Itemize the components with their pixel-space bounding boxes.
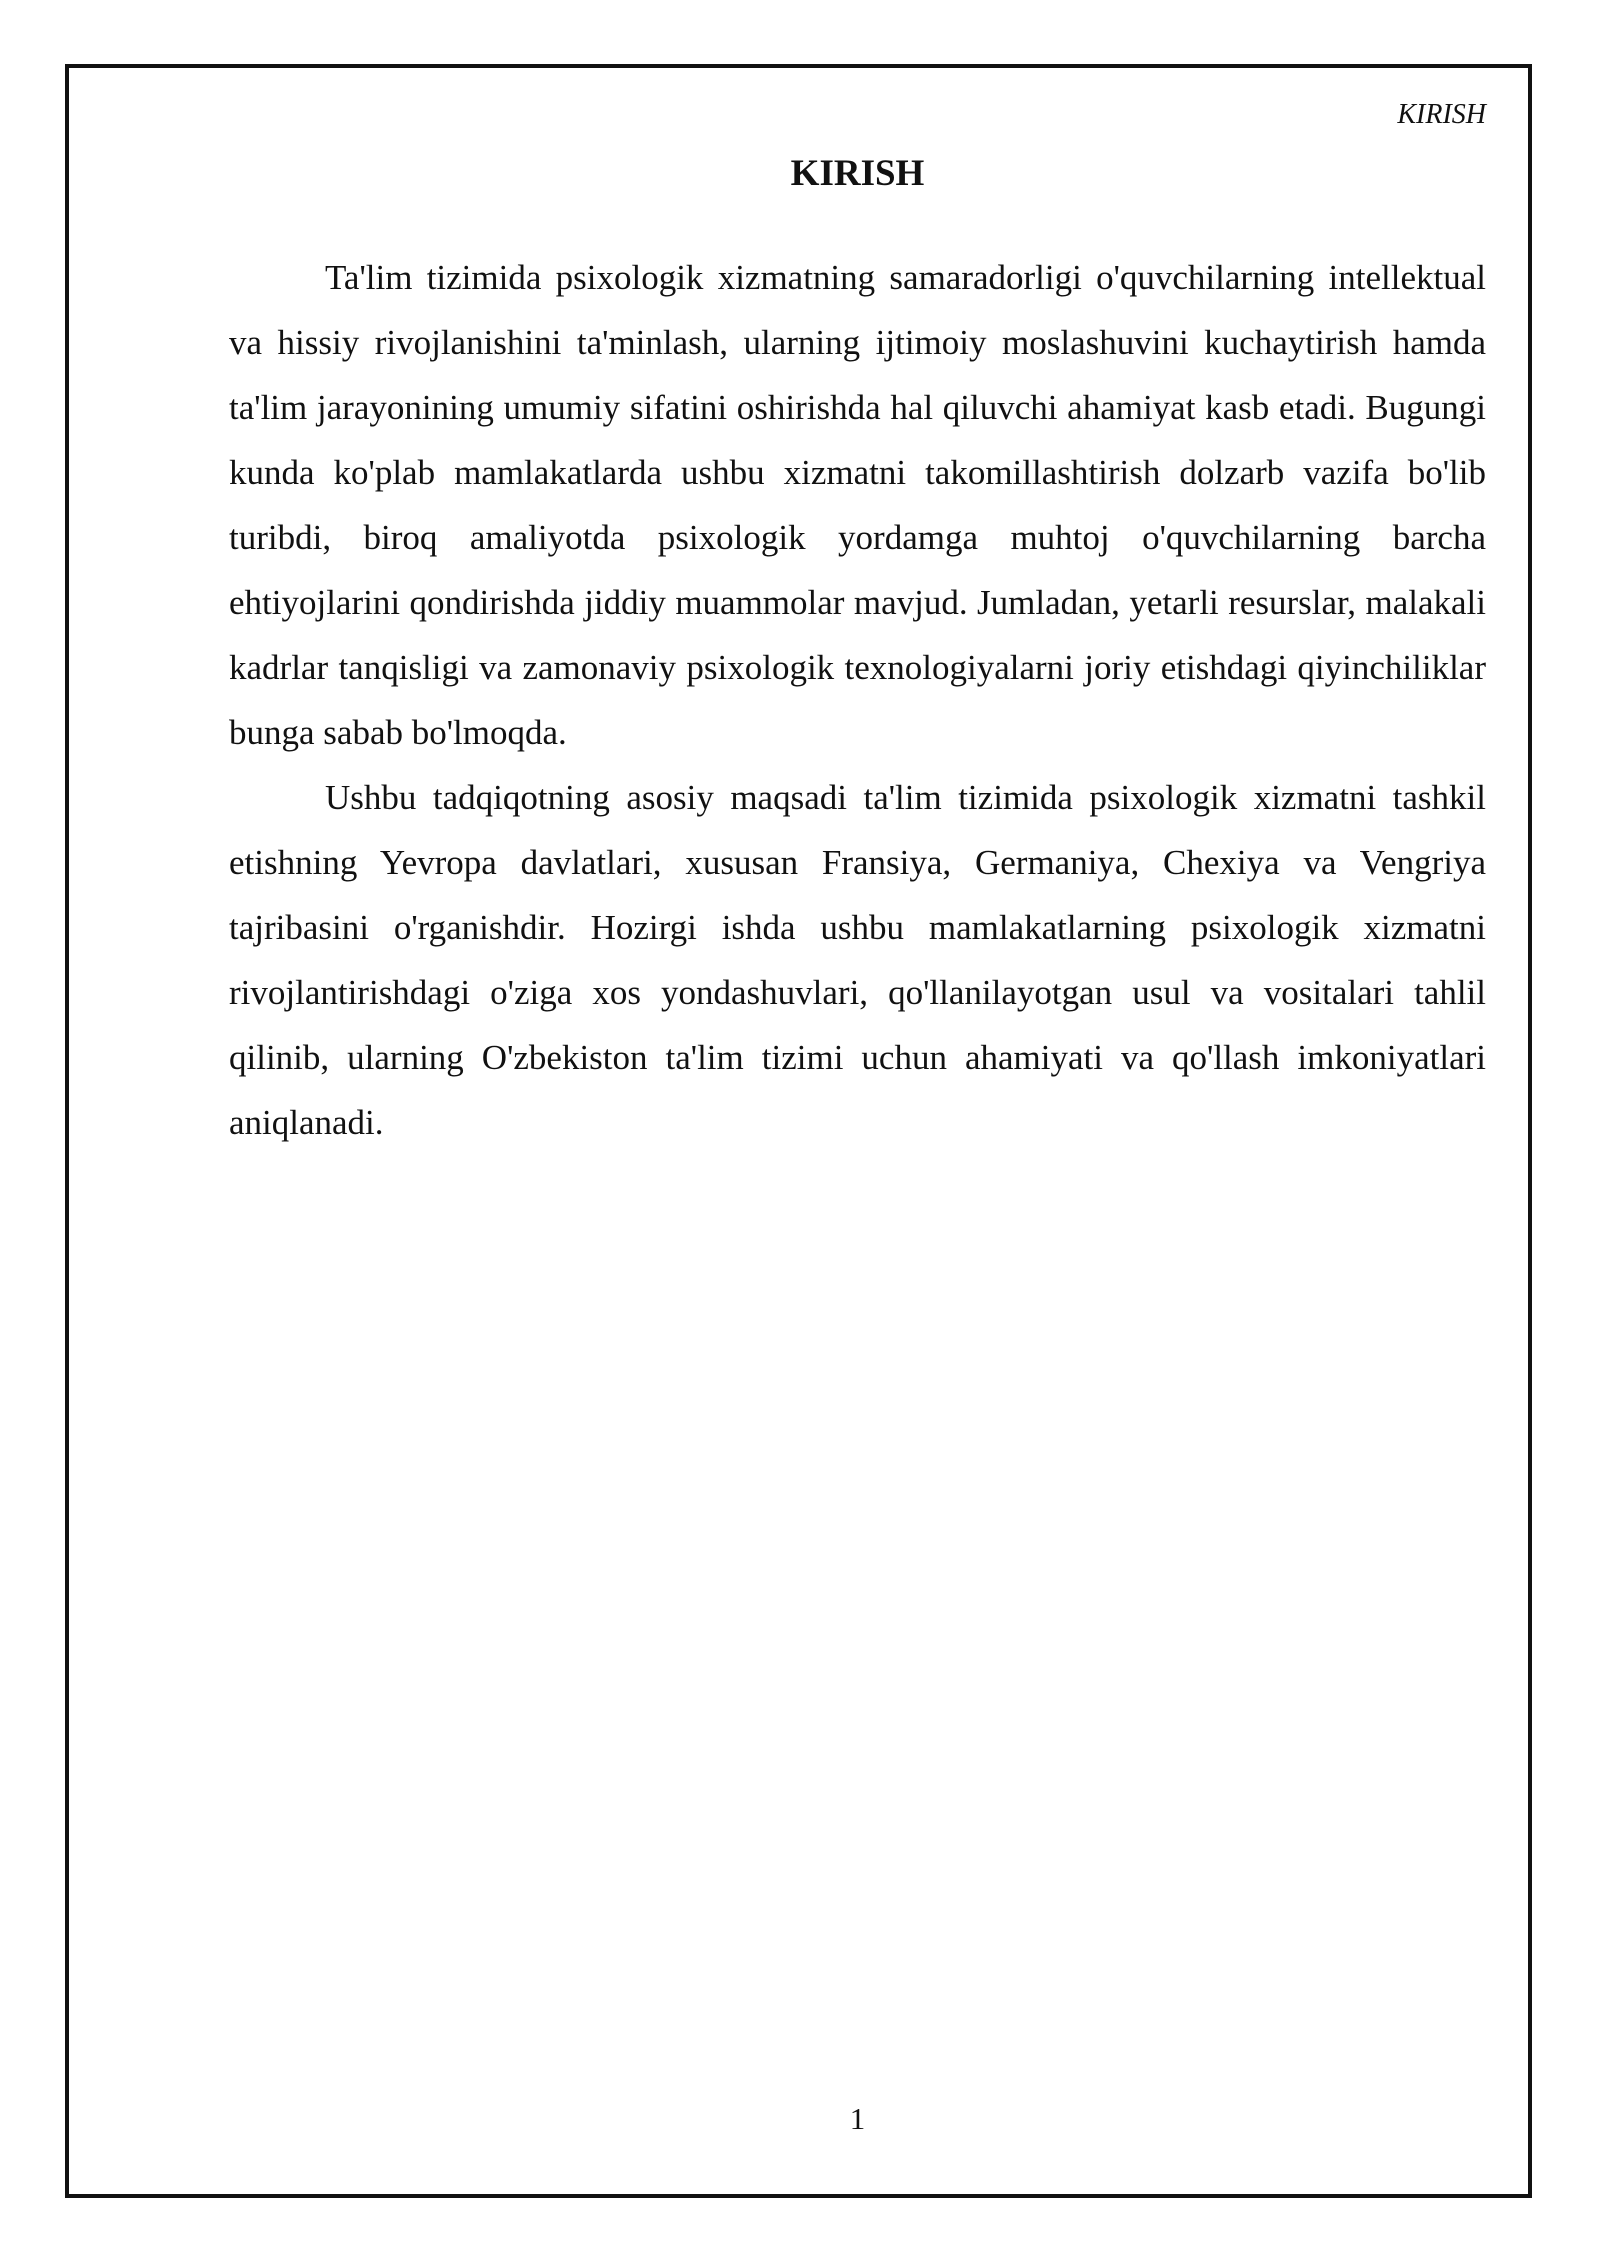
paragraph-1: Ta'lim tizimida psixologik xizmatning samaradorligi o'quvchilarning intellektual va hissiy rivojlanishini ta'minlash, ularning ijtimoiy moslashuvini kuchaytirish hamda ta'lim jarayonining umumiy sifatini oshirishda hal qiluvchi ahamiyat kasb etadi. Bugungi kunda ko'plab mamlakatlarda ushbu xizmatni takomillashtirish dolzarb vazifa bo'lib turibdi, biroq amaliyotda psixologik yordamga muhtoj o'quvchilarning barcha ehtiyojlarini qondirishda jiddiy muammolar mavjud. Jumladan, yetarli resurslar, malakali kadrlar tanqisligi va zamonaviy psixologik texnologiyalarni joriy etishdagi qiyinchiliklar bunga sabab bo'lmoqda. — [229, 258, 1486, 752]
paragraph-2: Ushbu tadqiqotning asosiy maqsadi ta'lim tizimida psixologik xizmatni tashkil etishning Yevropa davlatlari, xususan Fransiya, Germaniya, Chexiya va Vengriya tajribasini o'rganishdir. Hozirgi ishda ushbu mamlakatlarning psixologik xizmatni rivojlantirishdagi o'ziga xos yondashuvlari, qo'llanilayotgan usul va vositalari tahlil qilinib, ularning O'zbekiston ta'lim tizimi uchun ahamiyati va qo'llash imkoniyatlari aniqlanadi. — [229, 778, 1486, 1142]
page-number: 1 — [849, 2101, 866, 2136]
page-title: KIRISH — [790, 153, 925, 194]
running-header: KIRISH — [1397, 99, 1486, 130]
document-body — [229, 245, 1486, 1155]
